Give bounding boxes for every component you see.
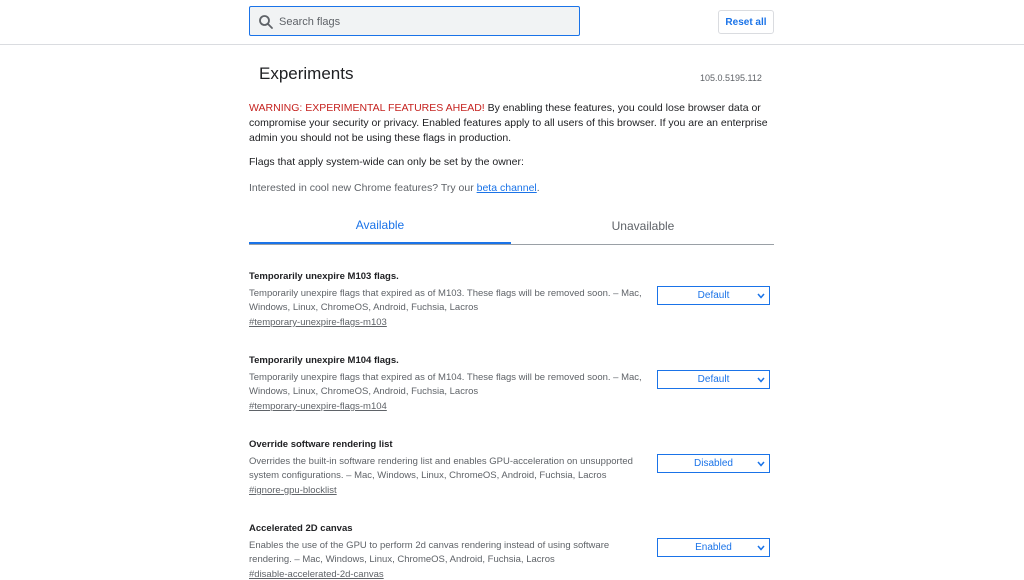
experiment-tag-link[interactable]: #temporary-unexpire-flags-m104 [249, 401, 387, 412]
reset-all-button[interactable]: Reset all [718, 10, 774, 34]
experiment-select[interactable] [657, 454, 770, 473]
experiment-name: Temporarily unexpire M103 flags. [249, 271, 399, 282]
experiment-description: Temporarily unexpire flags that expired as of M103. These flags will be removed soon. – Mac, Windows, Linux, ChromeOS, Android, Fuchsia, Lacros [249, 288, 642, 313]
chevron-down-icon [757, 292, 765, 300]
chevron-down-icon [757, 460, 765, 468]
experiment-select-value: Enabled [695, 542, 732, 553]
flags-header [0, 0, 1024, 45]
experiment-tag-link[interactable]: #ignore-gpu-blocklist [249, 485, 337, 496]
experiment-description: Overrides the built-in software rendering list and enables GPU-acceleration on unsupported system configurations. – Mac, Windows, Linux, ChromeOS, Android, Fuchsia, Lacros [249, 456, 633, 481]
experiment-name: Accelerated 2D canvas [249, 523, 353, 534]
search-icon [258, 14, 274, 30]
page-title: Experiments [259, 64, 354, 83]
experiment-item [249, 271, 774, 328]
beta-note-end: . [536, 182, 540, 194]
experiment-name: Override software rendering list [249, 439, 393, 450]
search-input[interactable] [277, 8, 571, 36]
experiment-select-value: Default [697, 290, 730, 301]
experiment-item [249, 439, 774, 496]
search-box[interactable] [249, 6, 580, 36]
experiment-tag-link[interactable]: #temporary-unexpire-flags-m103 [249, 317, 387, 328]
experiment-tag-link[interactable]: #disable-accelerated-2d-canvas [249, 569, 384, 580]
tab-available[interactable]: Available [249, 208, 511, 244]
experiment-item [249, 355, 774, 412]
tab-unavailable[interactable]: Unavailable [611, 218, 675, 233]
experiment-item [249, 523, 774, 580]
chevron-down-icon [757, 544, 765, 552]
beta-note-text: Interested in cool new Chrome features? Try our [249, 182, 477, 194]
beta-note [249, 182, 540, 194]
experiment-description: Temporarily unexpire flags that expired as of M104. These flags will be removed soon. – Mac, Windows, Linux, ChromeOS, Android, Fuchsia, Lacros [249, 372, 642, 397]
tab-strip [249, 208, 774, 245]
owner-note: Flags that apply system-wide can only be set by the owner: [249, 156, 524, 168]
experiment-select[interactable] [657, 286, 770, 305]
experiment-select[interactable] [657, 538, 770, 557]
chevron-down-icon [757, 376, 765, 384]
beta-channel-link[interactable]: beta channel [476, 182, 537, 194]
warning-text [249, 101, 774, 146]
warning-body: By enabling these features, you could lose browser data or compromise your security or privacy. Enabled features apply to all users of this browser. If you are an enterprise admin you should not be using these flags in production. [249, 102, 768, 144]
version-label: 105.0.5195.112 [700, 73, 762, 83]
experiment-select[interactable] [657, 370, 770, 389]
warning-heading: WARNING: EXPERIMENTAL FEATURES AHEAD! [249, 102, 485, 114]
experiment-select-value: Disabled [694, 458, 733, 469]
experiment-select-value: Default [697, 374, 730, 385]
experiment-name: Temporarily unexpire M104 flags. [249, 355, 399, 366]
experiment-description: Enables the use of the GPU to perform 2d canvas rendering instead of using software rendering. – Mac, Windows, Linux, ChromeOS, Android, Fuchsia, Lacros [249, 540, 610, 565]
